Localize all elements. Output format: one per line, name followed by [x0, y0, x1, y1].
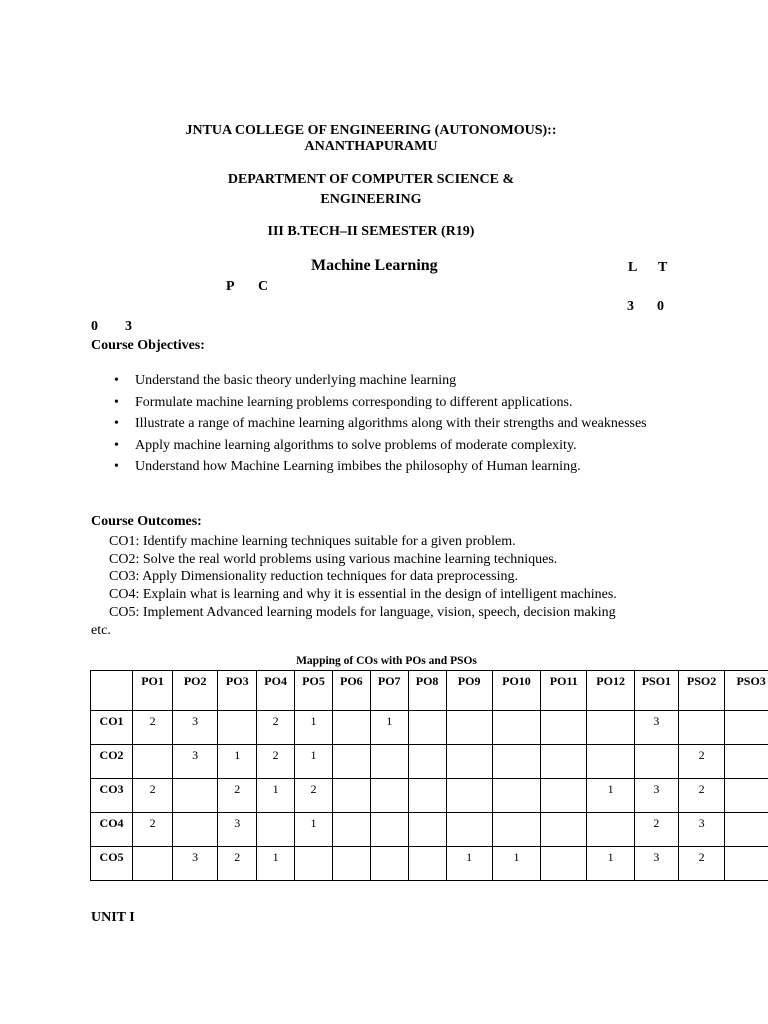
objectives-list [91, 370, 695, 478]
department-line-2: ENGINEERING [320, 192, 422, 207]
table-cell [725, 745, 768, 779]
table-cell [541, 847, 587, 881]
row-label: CO5 [91, 847, 133, 881]
table-cell [408, 779, 446, 813]
table-cell [446, 779, 492, 813]
ltpc-value-c: 3 [125, 319, 132, 334]
table-cell: 3 [173, 745, 218, 779]
outcome-item: CO5: Implement Advanced learning models for language, vision, speech, decision making [109, 604, 616, 620]
table-cell: 2 [634, 813, 678, 847]
mapping-row [91, 745, 768, 779]
table-cell [634, 745, 678, 779]
table-cell [332, 745, 370, 779]
course-title: Machine Learning [311, 257, 438, 274]
table-cell [725, 813, 768, 847]
objective-item: • Formulate machine learning problems corresponding to different applications. [135, 392, 695, 414]
table-cell [541, 745, 587, 779]
header-cell: PO4 [257, 671, 295, 711]
table-cell: 3 [634, 779, 678, 813]
table-cell: 2 [133, 813, 173, 847]
table-cell: 2 [257, 711, 295, 745]
table-cell [332, 711, 370, 745]
table-cell [408, 813, 446, 847]
table-cell [725, 711, 768, 745]
table-cell: 3 [634, 711, 678, 745]
table-cell [492, 711, 540, 745]
table-cell [678, 711, 724, 745]
outcome-item: CO2: Solve the real world problems using various machine learning techniques. [109, 551, 558, 567]
table-cell [541, 813, 587, 847]
mapping-row [91, 779, 768, 813]
ltpc-value-t: 0 [657, 299, 664, 314]
table-cell: 2 [257, 745, 295, 779]
institution-line-2: ANANTHAPURAMU [304, 139, 438, 154]
table-cell [408, 847, 446, 881]
table-cell: 3 [218, 813, 257, 847]
table-cell [332, 847, 370, 881]
mapping-row [91, 813, 768, 847]
table-cell: 1 [446, 847, 492, 881]
table-cell [587, 711, 634, 745]
table-cell [295, 847, 333, 881]
ltpc-label-l: L [628, 260, 638, 275]
table-cell [492, 813, 540, 847]
table-cell [587, 813, 634, 847]
header-cell: PO1 [133, 671, 173, 711]
mapping-table [90, 670, 768, 881]
table-cell [408, 745, 446, 779]
table-cell: 1 [257, 847, 295, 881]
objective-item: • Understand how Machine Learning imbibes the philosophy of Human learning. [135, 456, 695, 478]
table-cell: 1 [295, 745, 333, 779]
mapping-row [91, 711, 768, 745]
row-label: CO1 [91, 711, 133, 745]
table-cell: 2 [678, 779, 724, 813]
department-line-1: DEPARTMENT OF COMPUTER SCIENCE & [227, 172, 515, 187]
header-cell: PO8 [408, 671, 446, 711]
table-cell [218, 711, 257, 745]
outcome-item: CO1: Identify machine learning techniques suitable for a given problem. [109, 534, 516, 549]
header-cell: PO12 [587, 671, 634, 711]
objective-item: • Understand the basic theory underlying machine learning [135, 370, 695, 392]
outcome-trailing: etc. [91, 622, 111, 638]
outcome-item: CO3: Apply Dimensionality reduction techniques for data preprocessing. [109, 569, 519, 585]
outcomes-list [91, 533, 671, 639]
header-cell: PO7 [370, 671, 408, 711]
objective-item: • Apply machine learning algorithms to solve problems of moderate complexity. [135, 435, 695, 457]
table-cell: 2 [218, 847, 257, 881]
table-cell [370, 813, 408, 847]
outcome-item: CO4: Explain what is learning and why it is essential in the design of intelligent machines. [109, 587, 617, 603]
header-cell: PO11 [541, 671, 587, 711]
row-label: CO2 [91, 745, 133, 779]
row-label: CO4 [91, 813, 133, 847]
table-cell [492, 745, 540, 779]
ltpc-label-c: C [258, 279, 269, 294]
table-cell [725, 779, 768, 813]
table-cell: 1 [295, 711, 333, 745]
header-cell: PO6 [332, 671, 370, 711]
table-cell [446, 711, 492, 745]
table-cell [587, 745, 634, 779]
header-cell: PSO2 [678, 671, 724, 711]
mapping-title: Mapping of COs with POs and PSOs [296, 655, 477, 667]
objective-item: • Illustrate a range of machine learning algorithms along with their strengths and weaknesses [135, 413, 695, 435]
header-cell [91, 671, 133, 711]
table-cell [133, 745, 173, 779]
table-cell: 1 [295, 813, 333, 847]
table-cell [408, 711, 446, 745]
table-cell: 1 [370, 711, 408, 745]
objectives-heading: Course Objectives: [91, 338, 205, 353]
mapping-header-row [91, 671, 768, 711]
table-cell: 1 [218, 745, 257, 779]
table-cell: 1 [492, 847, 540, 881]
department-heading [0, 170, 742, 210]
header-cell: PSO1 [634, 671, 678, 711]
outcomes-heading: Course Outcomes: [91, 514, 202, 529]
table-cell: 2 [218, 779, 257, 813]
table-cell: 2 [133, 779, 173, 813]
table-cell [446, 813, 492, 847]
table-cell [370, 847, 408, 881]
table-cell [370, 779, 408, 813]
table-cell [541, 711, 587, 745]
institution-line-1: JNTUA COLLEGE OF ENGINEERING (AUTONOMOUS):: [185, 123, 557, 138]
header-cell: PO10 [492, 671, 540, 711]
table-cell: 2 [133, 711, 173, 745]
semester-heading: III B.TECH–II SEMESTER (R19) [267, 224, 475, 239]
table-cell: 3 [173, 711, 218, 745]
header-cell: PO2 [173, 671, 218, 711]
ltpc-value-l: 3 [627, 299, 634, 314]
ltpc-value-p: 0 [91, 319, 98, 334]
table-cell: 3 [173, 847, 218, 881]
table-cell [173, 813, 218, 847]
institution-heading [0, 123, 742, 155]
table-cell [257, 813, 295, 847]
table-cell [332, 779, 370, 813]
table-cell [446, 745, 492, 779]
ltpc-label-t: T [658, 260, 668, 275]
table-cell [725, 847, 768, 881]
table-cell: 3 [678, 813, 724, 847]
table-cell: 1 [587, 847, 634, 881]
unit-heading: UNIT I [91, 910, 135, 925]
row-label: CO3 [91, 779, 133, 813]
table-cell: 2 [678, 847, 724, 881]
header-cell: PO9 [446, 671, 492, 711]
table-cell [492, 779, 540, 813]
table-cell [332, 813, 370, 847]
table-cell [133, 847, 173, 881]
table-cell: 1 [587, 779, 634, 813]
table-cell [541, 779, 587, 813]
mapping-row [91, 847, 768, 881]
ltpc-label-p: P [226, 279, 235, 294]
table-cell [370, 745, 408, 779]
table-cell: 1 [257, 779, 295, 813]
table-cell: 2 [678, 745, 724, 779]
table-cell: 2 [295, 779, 333, 813]
table-cell [173, 779, 218, 813]
table-cell: 3 [634, 847, 678, 881]
header-cell: PO3 [218, 671, 257, 711]
header-cell: PO5 [295, 671, 333, 711]
header-cell: PSO3 [725, 671, 768, 711]
